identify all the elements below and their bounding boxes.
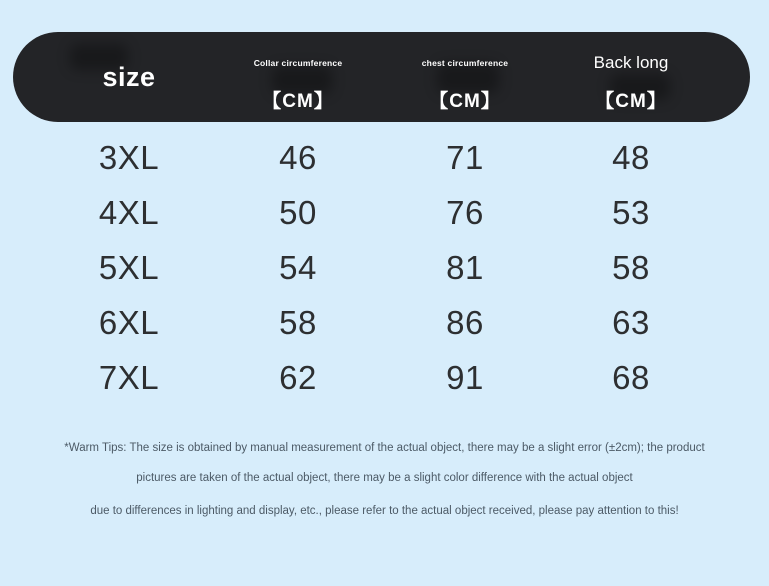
- warm-tips-footnote: [0, 442, 769, 535]
- table-row: [13, 130, 750, 185]
- header-cell-size: [13, 32, 245, 122]
- chest-header-label: chest circumference: [421, 58, 509, 68]
- footnote-line: *Warm Tips: The size is obtained by manual measurement of the actual object, there may be a slight error (±2cm); the product: [64, 442, 705, 454]
- chest-value: 71: [446, 138, 484, 176]
- back-long-value: 68: [612, 358, 650, 396]
- collar-value: 58: [279, 303, 317, 341]
- header-cell-back-long: [579, 32, 683, 122]
- size-chart-header: [13, 32, 750, 122]
- footnote-line: pictures are taken of the actual object, there may be a slight color difference with the actual object: [136, 472, 633, 484]
- back-long-value: 53: [612, 193, 650, 231]
- chest-value: 91: [446, 358, 484, 396]
- size-value: 5XL: [98, 248, 160, 286]
- collar-value: 46: [279, 138, 317, 176]
- size-value: 3XL: [98, 138, 160, 176]
- back-long-header-label: Back long: [593, 53, 669, 72]
- size-value: 6XL: [98, 303, 160, 341]
- collar-value: 50: [279, 193, 317, 231]
- size-value: 4XL: [98, 193, 160, 231]
- table-row: [13, 295, 750, 350]
- header-cell-chest: [351, 32, 579, 122]
- collar-header-label: Collar circumference: [253, 58, 343, 68]
- table-row: [13, 185, 750, 240]
- back-long-value: 63: [612, 303, 650, 341]
- header-cell-collar: [245, 32, 351, 122]
- chest-value: 86: [446, 303, 484, 341]
- table-row: [13, 350, 750, 405]
- collar-value: 62: [279, 358, 317, 396]
- size-value: 7XL: [98, 358, 160, 396]
- collar-value: 54: [279, 248, 317, 286]
- chest-value: 81: [446, 248, 484, 286]
- footnote-line: due to differences in lighting and display, etc., please refer to the actual object received, please pay attention to this!: [90, 505, 679, 517]
- back-long-value: 48: [612, 138, 650, 176]
- chest-unit-label: 【CM】: [429, 90, 501, 112]
- table-row: [13, 240, 750, 295]
- collar-unit-label: 【CM】: [262, 90, 334, 112]
- size-header-label: size: [102, 61, 156, 92]
- size-chart-rows: [13, 130, 750, 405]
- chest-value: 76: [446, 193, 484, 231]
- back-long-unit-label: 【CM】: [595, 90, 667, 112]
- back-long-value: 58: [612, 248, 650, 286]
